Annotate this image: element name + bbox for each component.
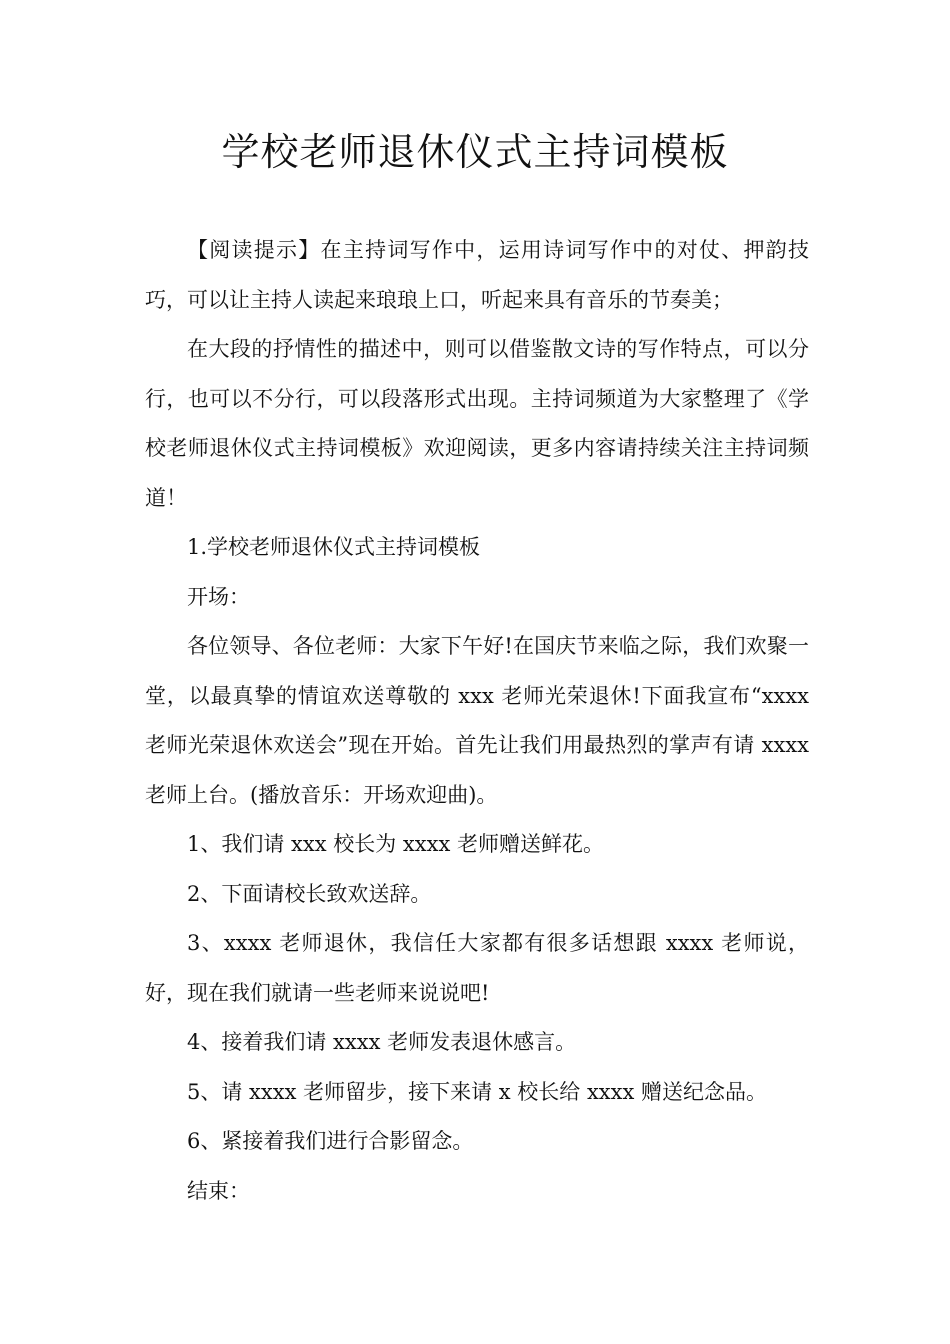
document-title: 学校老师退休仪式主持词模板 [221, 130, 729, 174]
document-body [145, 226, 809, 1216]
list-item: 6、紧接着我们进行合影留念。 [187, 1129, 474, 1153]
section-heading: 1.学校老师退休仪式主持词模板 [187, 535, 481, 559]
list-item: 4、接着我们请 xxxx 老师发表退休感言。 [187, 1030, 577, 1054]
closing-label: 结束： [187, 1178, 250, 1203]
opening-label: 开场： [187, 584, 250, 609]
paragraph-reading-tip: 【阅读提示】在主持词写作中，运用诗词写作中的对仗、押韵技巧，可以让主持人读起来琅琅上口，听起来具有音乐的节奏美； [145, 238, 809, 312]
list-item: 1、我们请 xxx 校长为 xxxx 老师赠送鲜花。 [187, 832, 604, 856]
paragraph-intro: 在大段的抒情性的描述中，则可以借鉴散文诗的写作特点，可以分行，也可以不分行，可以段落形式出现。主持词频道为大家整理了《学校老师退休仪式主持词模板》欢迎阅读，更多内容请持续关注主持词频道！ [145, 337, 809, 510]
paragraph-opening-speech: 各位领导、各位老师：大家下午好!在国庆节来临之际，我们欢聚一堂，以最真挚的情谊欢送尊敬的 xxx 老师光荣退休!下面我宣布“xxxx 老师光荣退休欢送会”现在开始。首先让我们用最热烈的掌声有请 xxxx 老师上台。(播放音乐：开场欢迎曲)。 [145, 634, 809, 807]
list-item: 3、xxxx 老师退休，我信任大家都有很多话想跟 xxxx 老师说，好，现在我们就请一些老师来说说吧! [145, 931, 809, 1005]
list-item: 5、请 xxxx 老师留步，接下来请 x 校长给 xxxx 赠送纪念品。 [187, 1079, 768, 1104]
list-item: 2、下面请校长致欢送辞。 [187, 881, 432, 906]
